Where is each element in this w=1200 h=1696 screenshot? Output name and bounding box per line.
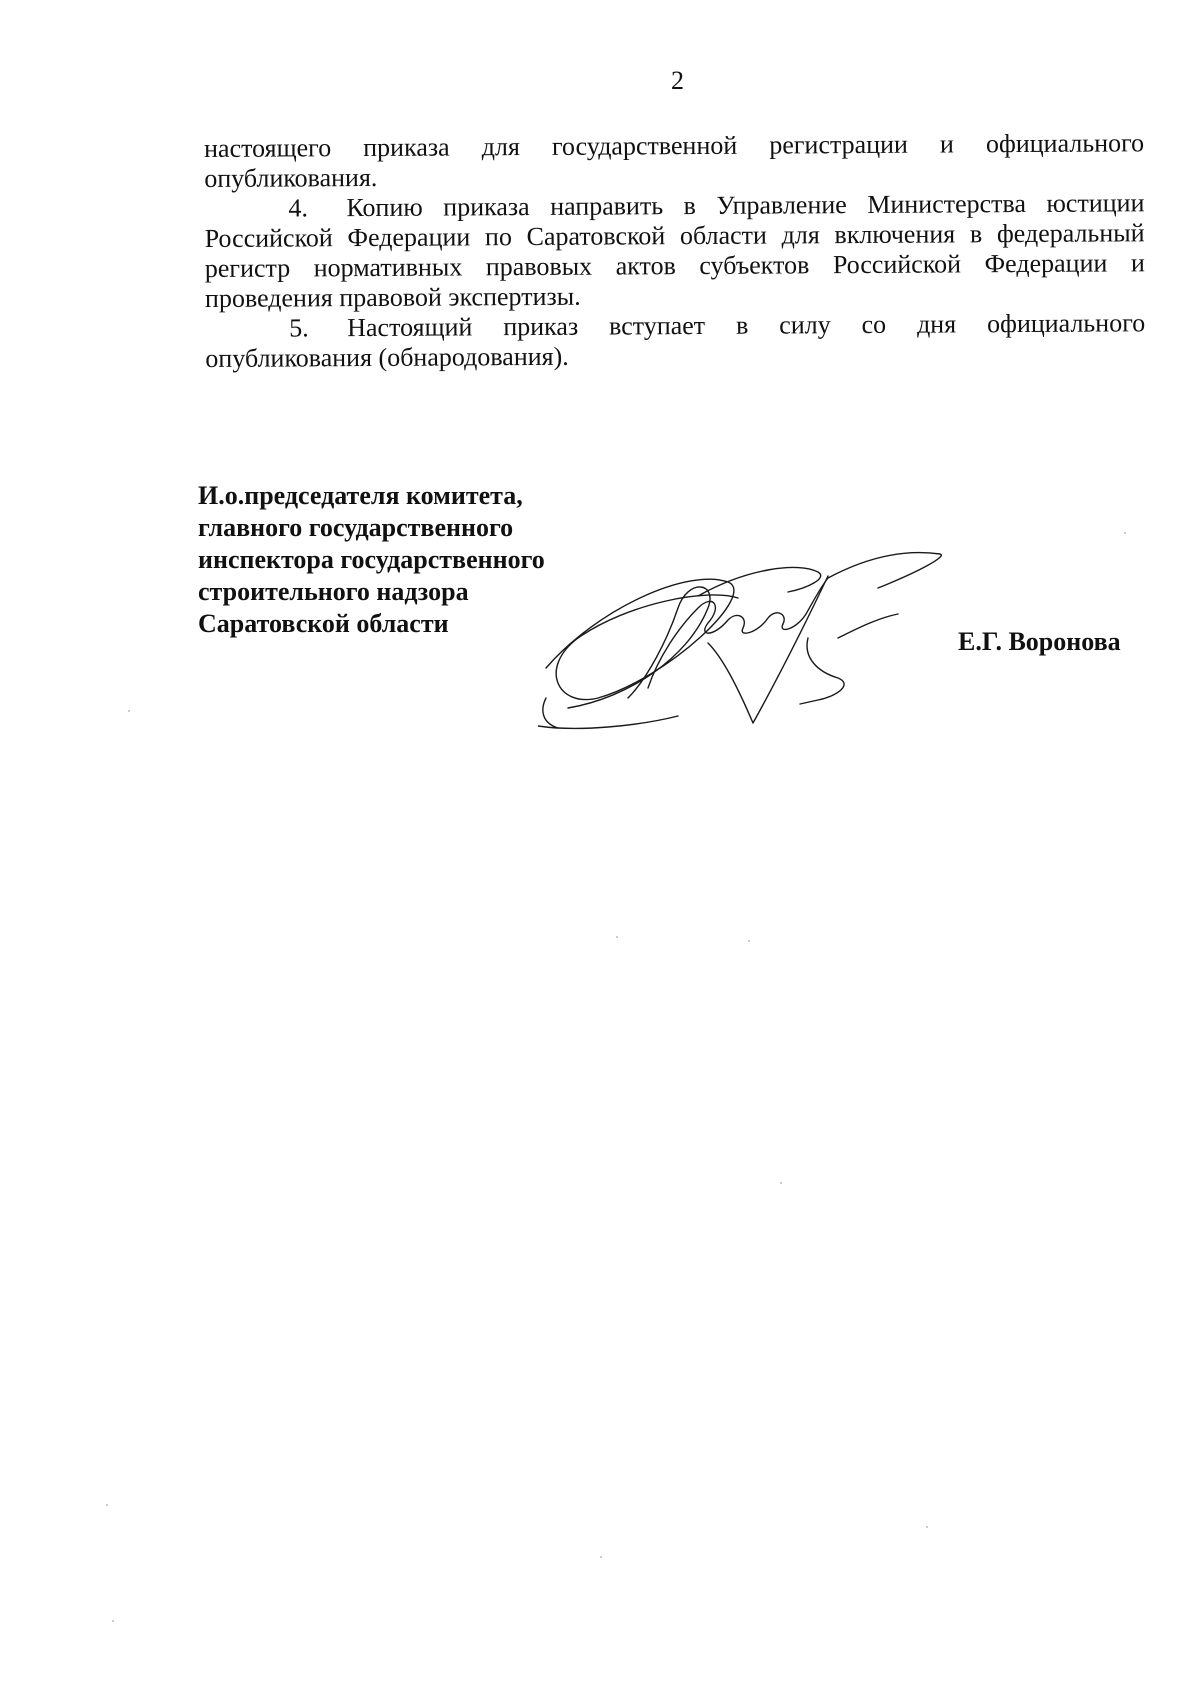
paragraph-item-4 — [204, 188, 1145, 314]
scan-speck — [926, 1526, 928, 1528]
paragraph-text: Копию приказа направить в Управление Министерства юстиции Российской Федерации по Саратовской области для включения в федеральный регистр нормативных правовых актов субъектов Российской Федерации и проведения правовой экспертизы. — [204, 188, 1145, 313]
signature-stroke — [543, 698, 558, 728]
scan-speck — [748, 940, 750, 942]
scan-speck — [616, 936, 618, 938]
scan-speck — [600, 1556, 602, 1558]
paragraph-text: Настоящий приказ вступает в силу со дня официального опубликования (обнародования). — [205, 308, 1146, 373]
signature-stroke — [838, 614, 898, 638]
scan-speck — [106, 1504, 108, 1506]
handwritten-signature-icon — [538, 548, 958, 738]
paragraph-number: 4. — [288, 193, 309, 223]
signatory-title-line: главного государственного — [198, 513, 514, 542]
paragraph-number: 5. — [289, 313, 309, 343]
signature-stroke — [800, 638, 844, 704]
scan-speck — [128, 710, 130, 712]
signatory-title — [198, 480, 545, 640]
signatory-title-line: Саратовской области — [198, 609, 449, 638]
scan-speck — [112, 1620, 114, 1622]
paragraph-item-5 — [205, 308, 1145, 374]
document-body — [204, 128, 1145, 374]
signatory-title-line: инспектора государственного — [198, 545, 545, 574]
signature-stroke — [708, 576, 828, 723]
signatory-title-line: строительного надзора — [198, 577, 469, 606]
page-number: 2 — [671, 66, 684, 95]
signature-stroke — [828, 553, 941, 588]
paragraph-continuation: настоящего приказа для государственной регистрации и официального опубликования. — [204, 128, 1145, 193]
signature-stroke — [698, 567, 821, 596]
scan-speck — [780, 1182, 782, 1184]
scan-speck — [1124, 532, 1126, 534]
signatory-title-line: И.о.председателя комитета, — [198, 481, 523, 510]
signature-stroke — [538, 716, 678, 728]
signer-name: Е.Г. Воронова — [958, 627, 1121, 656]
